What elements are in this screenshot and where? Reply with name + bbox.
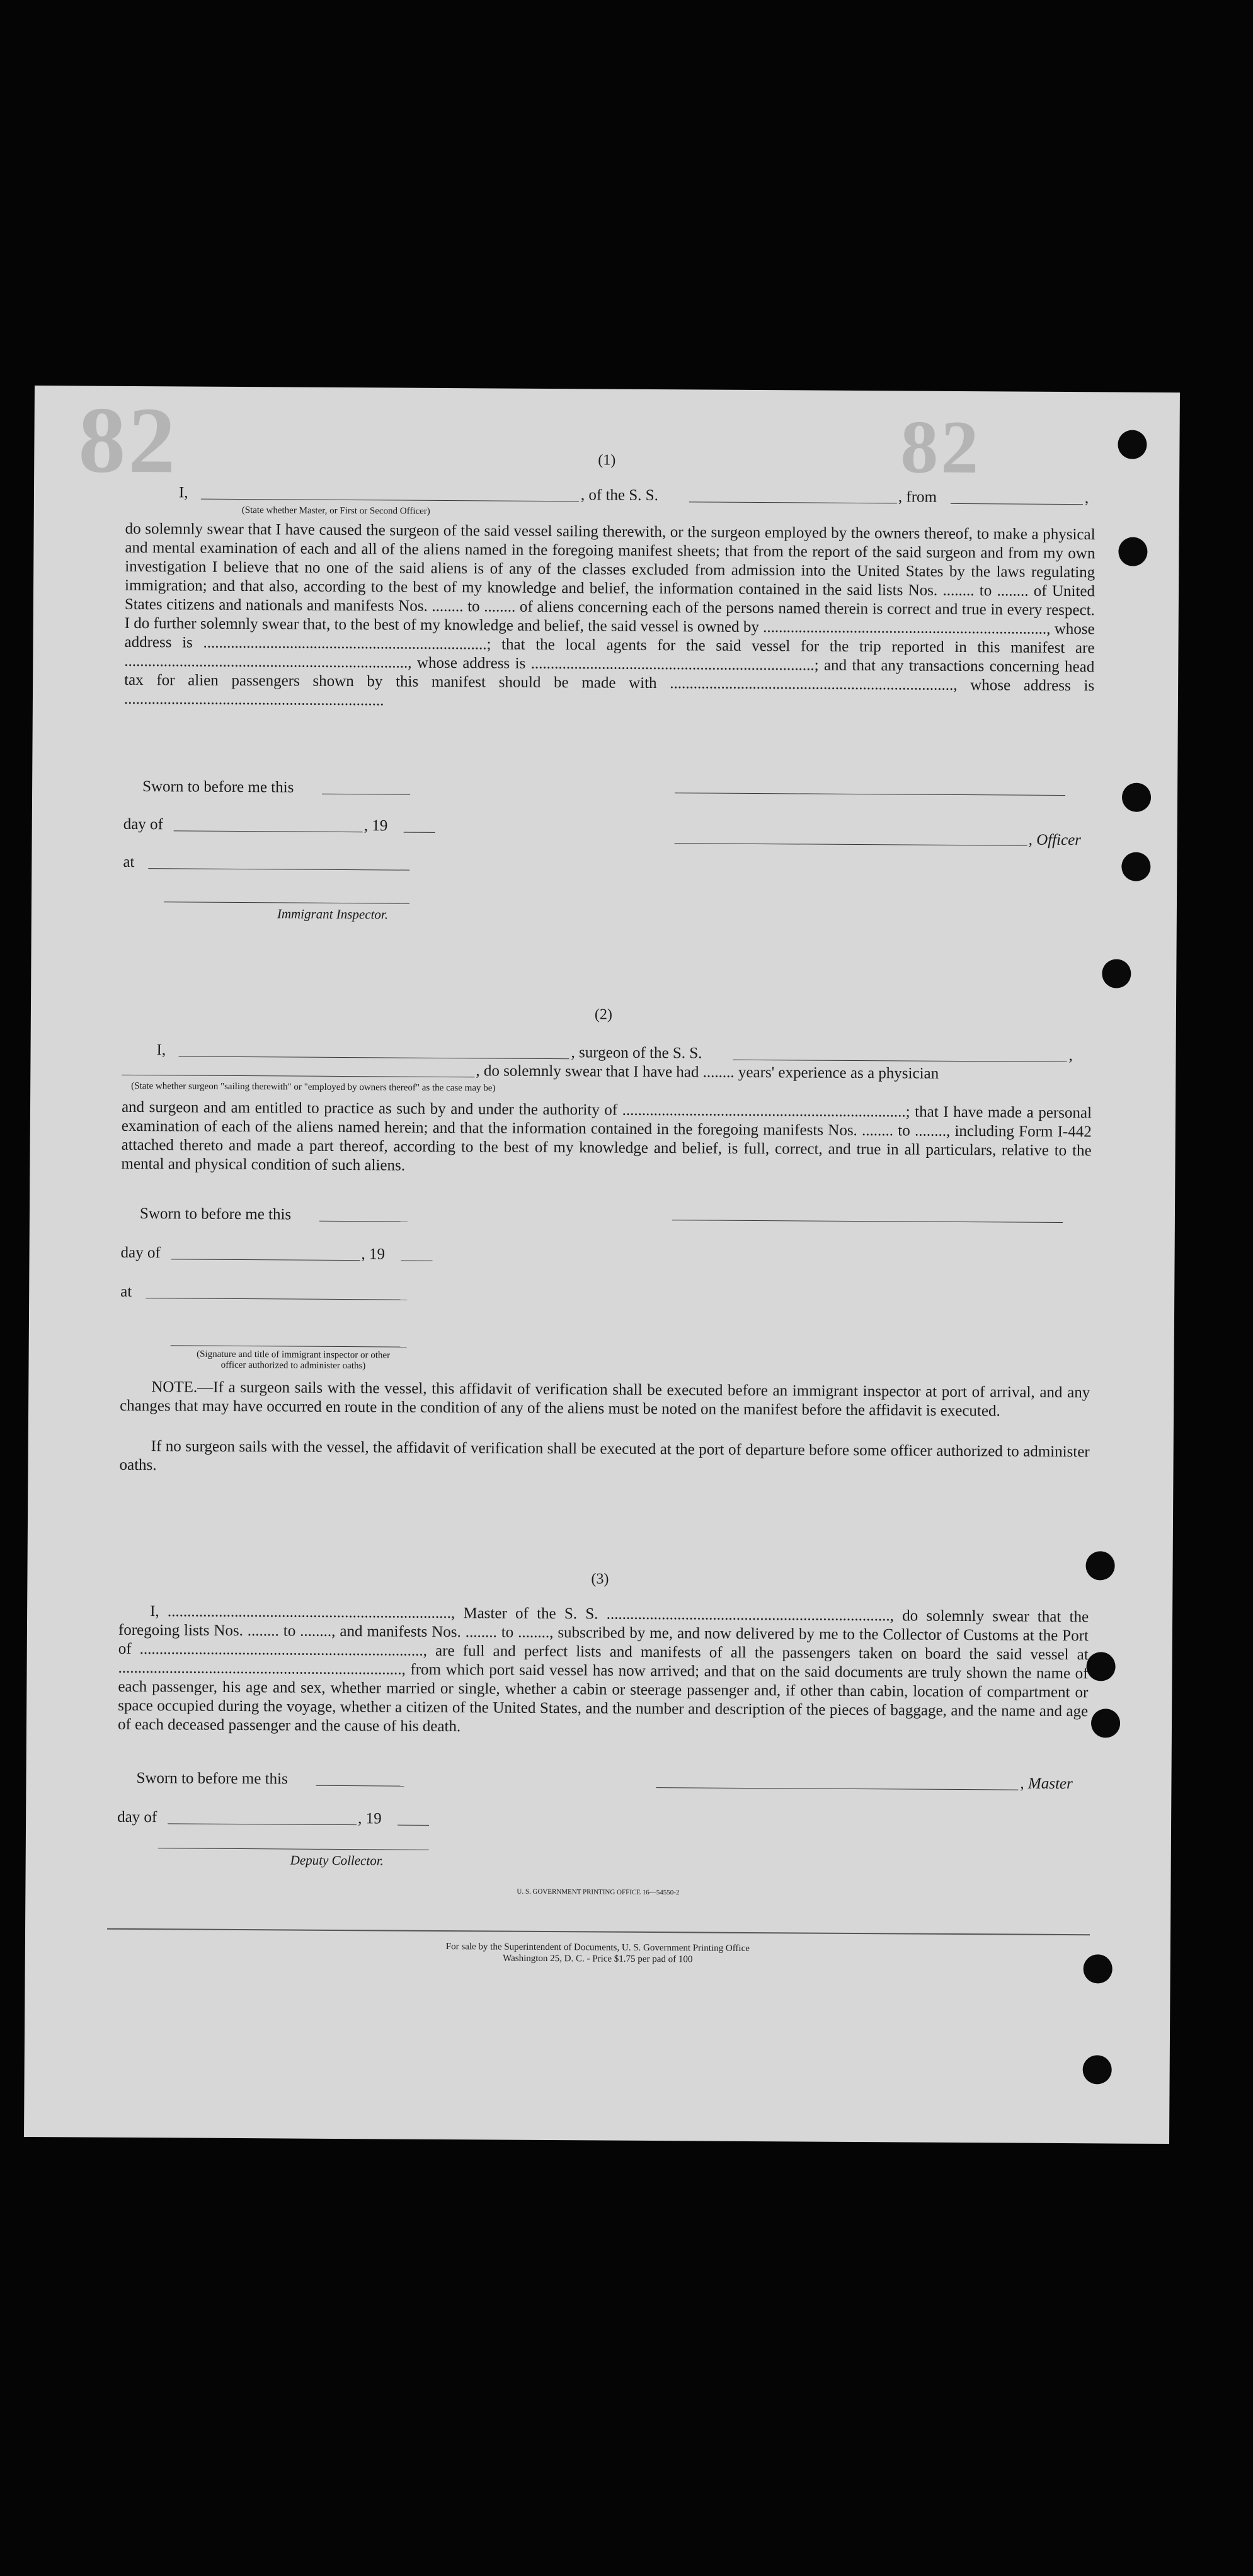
s1-day-blank	[174, 830, 363, 832]
s1-day-label: day of	[123, 815, 164, 833]
page-number-stamp-right: 82	[900, 404, 981, 489]
s3-oath-text: I, ........................................................................, Master of the S. S. ........................................................................, do solemnly swear that the foregoing lists Nos. ........ to ........, and manifests Nos. ........ to ........, subscribed by me, and now delivered by me to the Collector of Customs at the Port of ........................................................................, are full and perfect lists and manifests of all the passengers taken on board the said vessel at ........................................................................, from which port said vessel has now arrived; and that on the said documents are truly shown the name of each passenger, his age and sex, whether married or single, whether a cabin or steerage passenger and, if other than cabin, location of compartment or space occupied during the voyage, whether a citizen of the United States, and the number and description of the pieces of baggage, and the name and age of each deceased passenger and the cause of his death.	[117, 1603, 1089, 1736]
s1-signature-line-1	[675, 793, 1065, 796]
s3-collector-signature-line	[158, 1848, 429, 1850]
s1-sworn-label: Sworn to before me this	[142, 778, 294, 796]
s1-at-label: at	[123, 853, 135, 871]
binder-hole	[1091, 1709, 1120, 1737]
s2-oath-text: and surgeon and am entitled to practice as such by and under the authority of ........................................................................; that I have made a personal examination of each of the aliens named herein; and that the information contained in the foregoing manifests Nos. ........ to ........, including Form I-442 attached thereto and made a part thereof, according to the best of my knowledge and belief, is full, correct, and true in all particulars, relative to the mental and physical condition of such aliens.	[121, 1098, 1092, 1174]
s2-sworn-label: Sworn to before me this	[139, 1205, 292, 1223]
s2-line1-ship: , surgeon of the S. S.	[571, 1044, 702, 1062]
page-number-stamp-left: 82	[77, 387, 178, 493]
s2-at-blank	[146, 1298, 407, 1300]
s3-sworn-label: Sworn to before me this	[136, 1770, 288, 1788]
s1-officer-rank-blank	[201, 499, 579, 502]
s1-inspector-label: Immigrant Inspector.	[277, 906, 389, 922]
s1-at-blank	[148, 868, 409, 871]
s1-rank-note: (State whether Master, or First or Second Officer)	[241, 505, 430, 517]
s1-oath-text: do solemnly swear that I have caused the surgeon of the said vessel sailing therewith, or the surgeon employed by the owners thereof, to make a physical and mental examination of each and all of the aliens named in the foregoing manifest sheets; that from the report of the said surgeon and from my own investigation I believe that no one of the said aliens is of any of the classes excluded from admission into the United States by the laws regulating immigration; and that also, according to the best of my knowledge and belief, the information contained in the said lists Nos. ........ to ........ of United States citizens and nationals and manifests Nos. ........ to ........ of aliens concerning each of the persons named therein is correct and true in every respect. I do further solemnly swear that, to the best of my knowledge and belief, the said vessel is owned by ........................................................................, whose address is ........................................................................; that the local agents for the said vessel for the trip reported in this manifest are ........................................................................, whose address is ........................................................................; and that any transactions concerning head tax for alien passengers shown by this manifest should be made with ........................................................................, whose address is ..................................................................	[123, 520, 1096, 709]
sale-notice-1: For sale by the Superintendent of Documents, U. S. Government Printing Office	[445, 1942, 750, 1954]
s2-surgeon-signature-line	[672, 1220, 1063, 1223]
s2-note-surgeon: NOTE.—If a surgeon sails with the vessel, this affidavit of verification shall be executed before an immigrant inspector at port of arrival, and any changes that may have occurred en route in the condition of any of the aliens must be noted on the manifest before the affidavit is executed.	[120, 1378, 1090, 1420]
s1-year-blank	[404, 832, 435, 833]
s3-day-blank	[168, 1823, 357, 1825]
s2-signature-caption: (Signature and title of immigrant inspector or other officer authorized to administer oaths)	[197, 1349, 391, 1371]
s2-capacity-note: (State whether surgeon "sailing therewith" or "employed by owners thereof" as the case may be)	[131, 1080, 496, 1094]
s3-master-label: , Master	[1020, 1775, 1073, 1793]
s1-sworn-blank	[322, 794, 410, 795]
footer-rule	[107, 1928, 1090, 1936]
s2-sworn-blank	[319, 1221, 408, 1222]
s1-line1-i: I,	[178, 484, 188, 501]
s1-year-label: , 19	[363, 817, 388, 835]
form-sheet	[24, 386, 1180, 2144]
s2-day-blank	[171, 1259, 360, 1261]
s3-sworn-blank	[316, 1785, 404, 1787]
sale-notice-2: Washington 25, D. C. - Price $1.75 per pad of 100	[503, 1953, 693, 1965]
s3-year-label: , 19	[358, 1810, 382, 1828]
s1-line1-from: , from	[898, 488, 937, 506]
binder-hole	[1118, 537, 1147, 566]
s2-day-label: day of	[120, 1244, 161, 1262]
section-2-heading: (2)	[594, 1006, 612, 1023]
s2-inspector-signature-line	[171, 1345, 407, 1347]
s2-name-blank	[178, 1056, 569, 1059]
s2-at-label: at	[120, 1283, 132, 1300]
binder-hole	[1086, 1652, 1115, 1681]
s3-day-label: day of	[117, 1808, 157, 1826]
binder-hole	[1083, 2055, 1112, 2084]
s2-line1-end: ,	[1068, 1047, 1073, 1065]
s1-line1-ship: , of the S. S.	[580, 486, 658, 505]
binder-hole	[1121, 852, 1150, 881]
s3-master-signature-line	[656, 1787, 1018, 1790]
s1-inspector-signature-line	[164, 902, 409, 903]
s1-line1-end: ,	[1084, 489, 1089, 507]
s1-signature-line-2	[675, 843, 1027, 845]
s2-capacity-blank	[122, 1075, 474, 1077]
binder-hole	[1122, 783, 1151, 812]
s3-year-blank	[398, 1825, 429, 1826]
s1-officer-label: , Officer	[1028, 831, 1082, 849]
section-3-heading: (3)	[591, 1571, 609, 1588]
binder-hole	[1102, 959, 1131, 988]
s2-note-no-surgeon: If no surgeon sails with the vessel, the affidavit of verification shall be executed at the port of departure before some officer authorized to administer oaths.	[119, 1438, 1090, 1474]
s2-line1-i: I,	[156, 1041, 166, 1059]
gpo-imprint: U. S. GOVERNMENT PRINTING OFFICE 16—54550-2	[517, 1887, 680, 1897]
section-1-heading: (1)	[598, 452, 616, 469]
s2-ship-name-blank	[733, 1060, 1067, 1062]
s1-from-port-blank	[951, 503, 1083, 505]
s2-line2: , do solemnly swear that I have had ........ years' experience as a physician	[476, 1062, 939, 1082]
s3-collector-label: Deputy Collector.	[290, 1852, 384, 1869]
s1-ship-name-blank	[689, 501, 897, 503]
s2-year-label: , 19	[361, 1245, 386, 1263]
